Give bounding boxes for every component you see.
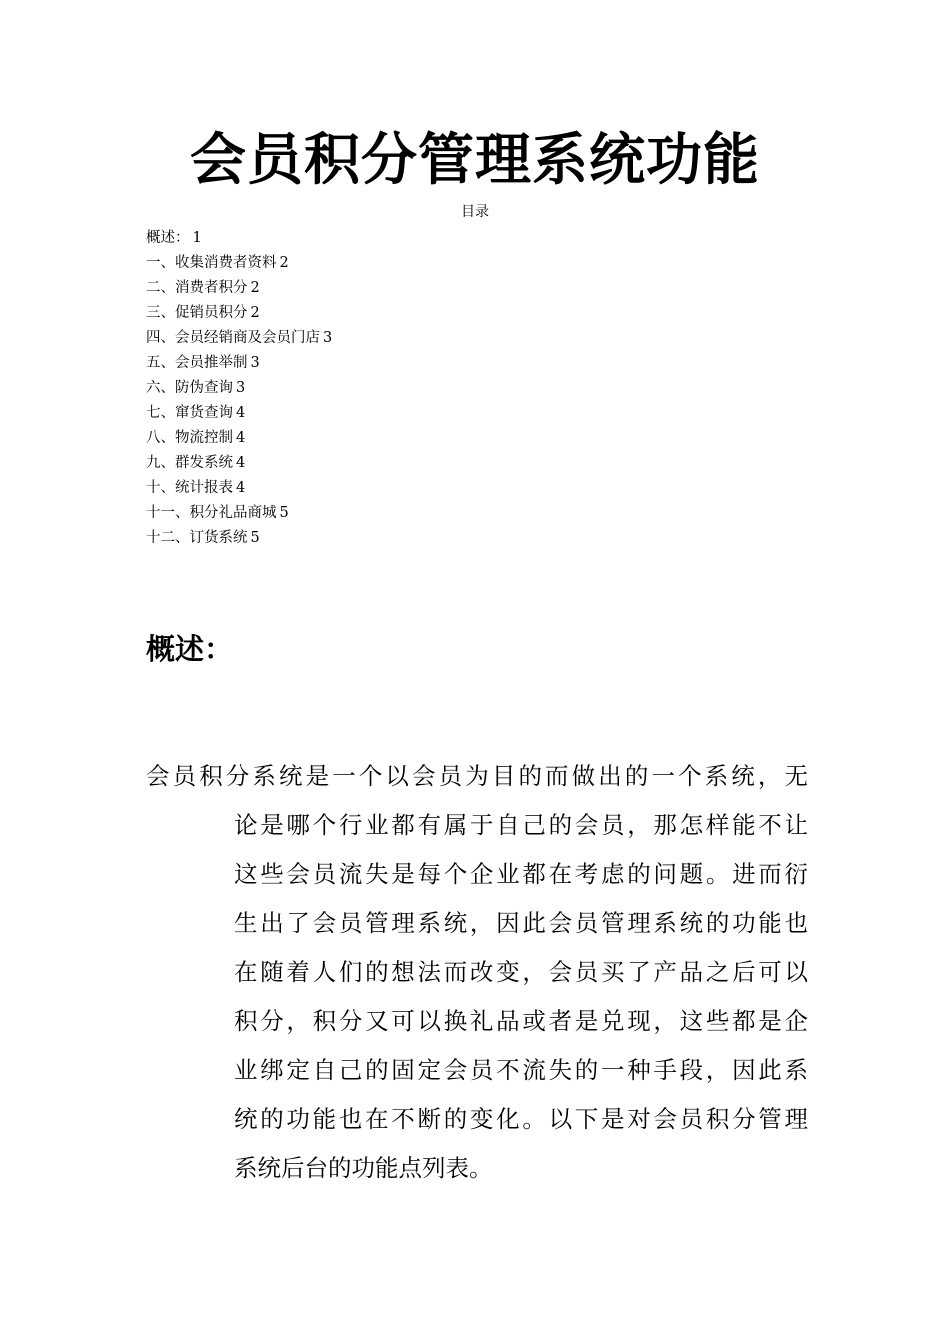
toc-item-label: 十二、订货系统 xyxy=(146,530,248,546)
toc-item-page: 1 xyxy=(192,230,202,246)
paragraph-line: 系统后台的功能点列表。 xyxy=(234,1154,493,1182)
toc-item-page: 3 xyxy=(236,380,246,396)
toc-item[interactable] xyxy=(146,351,332,376)
toc-item-label: 概述： xyxy=(146,230,190,246)
toc-item[interactable] xyxy=(146,501,332,526)
toc-item-page: 2 xyxy=(250,280,260,296)
toc-item-page: 2 xyxy=(279,255,289,271)
toc-item[interactable] xyxy=(146,226,332,251)
paragraph-line: 积分，积分又可以换礼品或者是兑现，这些都是企 xyxy=(234,1007,808,1035)
section-heading-overview: 概述： xyxy=(146,632,234,666)
toc-item-page: 4 xyxy=(236,430,246,446)
toc-item[interactable] xyxy=(146,251,332,276)
toc-item-page: 5 xyxy=(250,530,260,546)
toc-item-label: 八、物流控制 xyxy=(146,430,233,446)
toc-item-page: 4 xyxy=(236,405,246,421)
toc-item[interactable] xyxy=(146,401,332,426)
toc-item-label: 七、窜货查询 xyxy=(146,405,233,421)
paragraph-line: 会员积分系统是一个以会员为目的而做出的一个系统，无 xyxy=(146,762,808,790)
overview-paragraph xyxy=(146,752,808,1193)
paragraph-line: 生出了会员管理系统，因此会员管理系统的功能也 xyxy=(234,909,808,937)
paragraph-line: 统的功能也在不断的变化。以下是对会员积分管理 xyxy=(234,1105,808,1133)
toc-item[interactable] xyxy=(146,301,332,326)
toc-item-label: 五、会员推举制 xyxy=(146,355,248,371)
toc-item[interactable] xyxy=(146,326,332,351)
toc-item-page: 3 xyxy=(323,330,333,346)
toc-item-label: 三、促销员积分 xyxy=(146,305,248,321)
paragraph-line: 论是哪个行业都有属于自己的会员，那怎样能不让 xyxy=(234,811,808,839)
toc-item[interactable] xyxy=(146,451,332,476)
toc-item-label: 二、消费者积分 xyxy=(146,280,248,296)
toc-item-label: 一、收集消费者资料 xyxy=(146,255,277,271)
toc-item-page: 3 xyxy=(250,355,260,371)
toc-item-label: 四、会员经销商及会员门店 xyxy=(146,330,320,346)
document-title: 会员积分管理系统功能 xyxy=(190,128,760,193)
toc-item-label: 十一、积分礼品商城 xyxy=(146,505,277,521)
toc-item-page: 4 xyxy=(236,480,246,496)
toc-item-label: 九、群发系统 xyxy=(146,455,233,471)
toc-item[interactable] xyxy=(146,426,332,451)
toc-item-label: 六、防伪查询 xyxy=(146,380,233,396)
toc-item-page: 4 xyxy=(236,455,246,471)
toc-item[interactable] xyxy=(146,376,332,401)
paragraph-line: 这些会员流失是每个企业都在考虑的问题。进而衍 xyxy=(234,860,808,888)
table-of-contents xyxy=(146,226,332,551)
paragraph-line: 业绑定自己的固定会员不流失的一种手段，因此系 xyxy=(234,1056,808,1084)
toc-item[interactable] xyxy=(146,276,332,301)
toc-item[interactable] xyxy=(146,526,332,551)
toc-item-page: 2 xyxy=(250,305,260,321)
toc-heading: 目录 xyxy=(461,204,489,220)
toc-item-label: 十、统计报表 xyxy=(146,480,233,496)
toc-item-page: 5 xyxy=(279,505,289,521)
toc-item[interactable] xyxy=(146,476,332,501)
paragraph-line: 在随着人们的想法而改变，会员买了产品之后可以 xyxy=(234,958,808,986)
